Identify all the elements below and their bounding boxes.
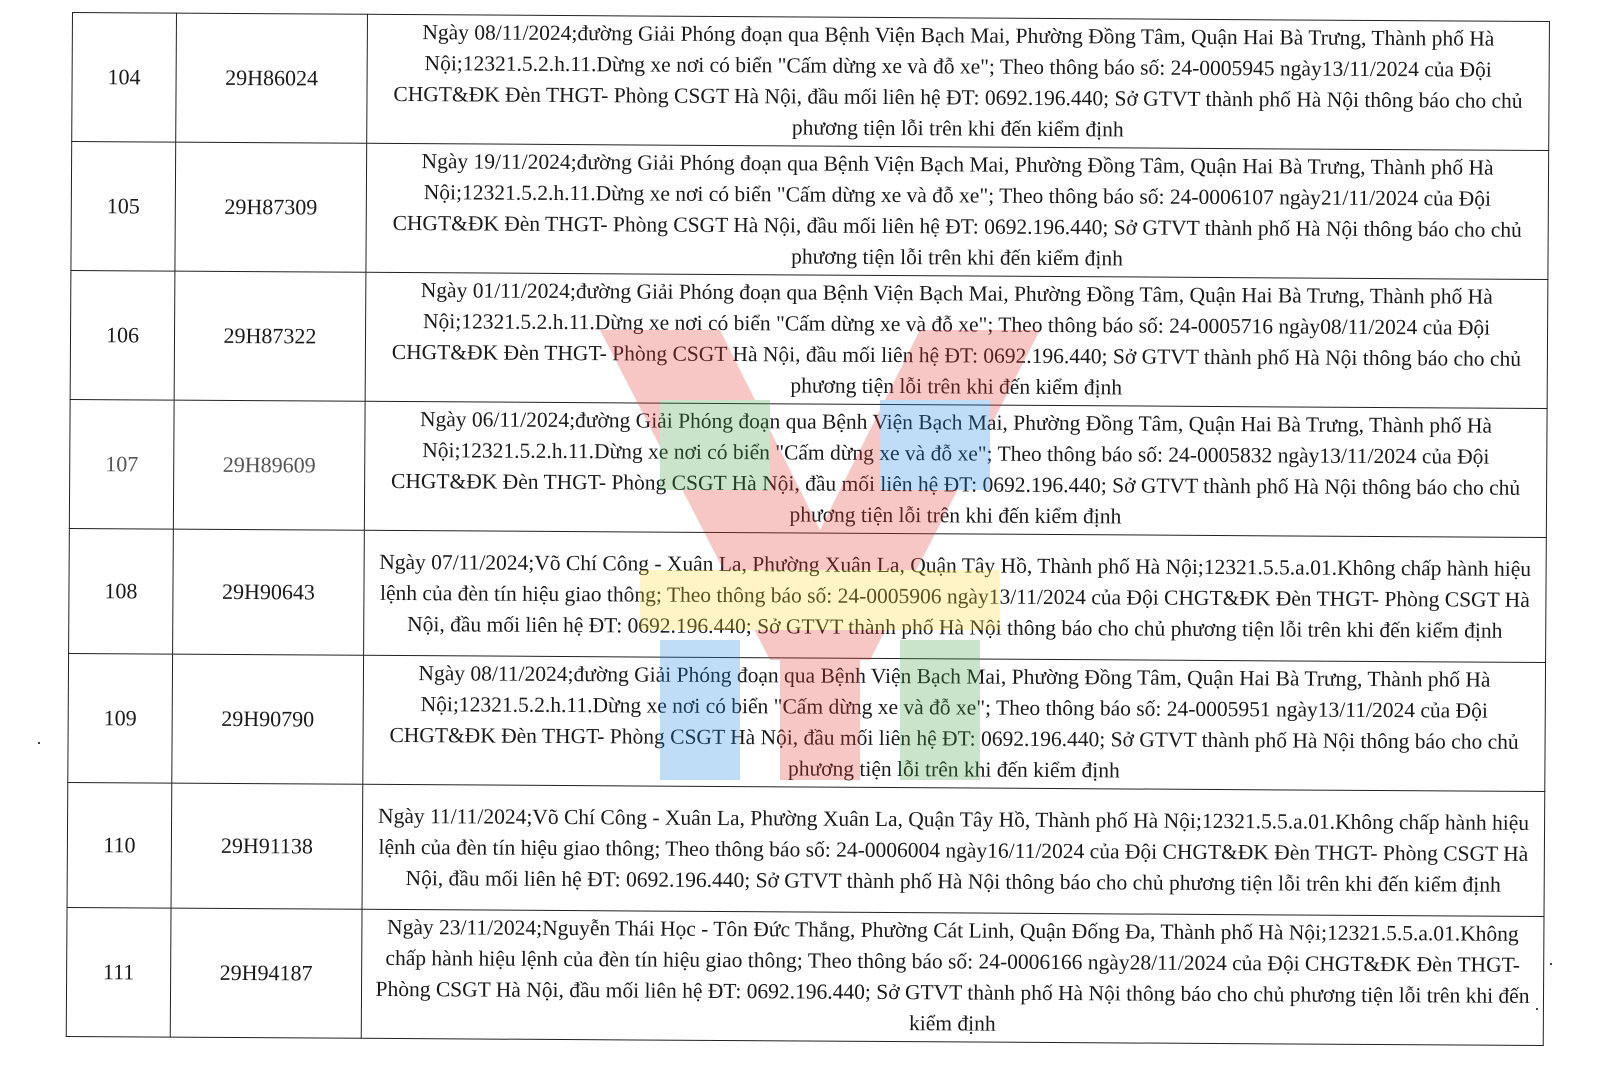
violation-description: Ngày 08/11/2024;đường Giải Phóng đoạn qua Bệnh Viện Bạch Mai, Phường Đồng Tâm, Quận Hai Bà Trưng, Thành phố Hà Nội;12321.5.2.h.11.Dừng xe nơi có biển "Cấm dừng xe và đỗ xe"; Theo thông báo số: 24-0005945 ngày13/11/2024 của Đội CHGT&ĐK Đèn THGT- Phòng CSGT Hà Nội, đầu mối liên hệ ĐT: 0692.196.440; Sở GTVT thành phố Hà Nội thông báo cho chủ phương tiện lỗi trên khi đến kiểm định <box>367 14 1550 150</box>
row-number: 106 <box>70 270 175 400</box>
scan-speck <box>1550 963 1552 965</box>
license-plate: 29H89609 <box>173 400 365 530</box>
violations-table-body <box>66 13 1549 1046</box>
license-plate: 29H90643 <box>173 529 365 655</box>
table-row <box>68 653 1546 791</box>
row-number: 109 <box>68 653 173 783</box>
table-row <box>66 907 1544 1045</box>
row-number: 107 <box>69 399 174 529</box>
scan-speck <box>38 742 40 744</box>
row-number: 111 <box>66 907 171 1037</box>
table-row <box>72 13 1550 151</box>
license-plate: 29H90790 <box>172 654 364 784</box>
violation-description: Ngày 08/11/2024;đường Giải Phóng đoạn qua Bệnh Viện Bạch Mai, Phường Đồng Tâm, Quận Hai Bà Trưng, Thành phố Hà Nội;12321.5.2.h.11.Dừng xe nơi có biển "Cấm dừng xe và đỗ xe"; Theo thông báo số: 24-0005951 ngày13/11/2024 của Đội CHGT&ĐK Đèn THGT- Phòng CSGT Hà Nội, đầu mối liên hệ ĐT: 0692.196.440; Sở GTVT thành phố Hà Nội thông báo cho chủ phương tiện lỗi trên khi đến kiểm định <box>363 655 1546 791</box>
license-plate: 29H87322 <box>174 271 366 401</box>
table-row <box>70 270 1548 408</box>
row-number: 108 <box>69 528 174 654</box>
violation-description: Ngày 11/11/2024;Võ Chí Công - Xuân La, Phường Xuân La, Quận Tây Hồ, Thành phố Hà Nội;12321.5.5.a.01.Không chấp hành hiệu lệnh của đèn tín hiệu giao thông; Theo thông báo số: 24-0006004 ngày16/11/2024 của Đội CHGT&ĐK Đèn THGT- Phòng CSGT Hà Nội, đầu mối liên hệ ĐT: 0692.196.440; Sở GTVT thành phố Hà Nội thông báo cho chủ phương tiện lỗi trên khi đến kiểm định <box>362 784 1545 916</box>
violation-description: Ngày 01/11/2024;đường Giải Phóng đoạn qua Bệnh Viện Bạch Mai, Phường Đồng Tâm, Quận Hai Bà Trưng, Thành phố Hà Nội;12321.5.2.h.11.Dừng xe nơi có biển "Cấm dừng xe và đỗ xe"; Theo thông báo số: 24-0005716 ngày08/11/2024 của Đội CHGT&ĐK Đèn THGT- Phòng CSGT Hà Nội, đầu mối liên hệ ĐT: 0692.196.440; Sở GTVT thành phố Hà Nội thông báo cho chủ phương tiện lỗi trên khi đến kiểm định <box>365 272 1548 408</box>
row-number: 110 <box>67 782 172 908</box>
table-row <box>67 782 1545 916</box>
violation-description: Ngày 06/11/2024;đường Giải Phóng đoạn qua Bệnh Viện Bạch Mai, Phường Đồng Tâm, Quận Hai Bà Trưng, Thành phố Hà Nội;12321.5.2.h.11.Dừng xe nơi có biển "Cấm dừng xe và đỗ xe"; Theo thông báo số: 24-0005832 ngày13/11/2024 của Đội CHGT&ĐK Đèn THGT- Phòng CSGT Hà Nội, đầu mối liên hệ ĐT: 0692.196.440; Sở GTVT thành phố Hà Nội thông báo cho chủ phương tiện lỗi trên khi đến kiểm định <box>364 401 1547 537</box>
violations-table <box>66 12 1550 1046</box>
row-number: 104 <box>72 13 177 143</box>
violation-description: Ngày 19/11/2024;đường Giải Phóng đoạn qua Bệnh Viện Bạch Mai, Phường Đồng Tâm, Quận Hai Bà Trưng, Thành phố Hà Nội;12321.5.2.h.11.Dừng xe nơi có biển "Cấm dừng xe và đỗ xe"; Theo thông báo số: 24-0006107 ngày21/11/2024 của Đội CHGT&ĐK Đèn THGT- Phòng CSGT Hà Nội, đầu mối liên hệ ĐT: 0692.196.440; Sở GTVT thành phố Hà Nội thông báo cho chủ phương tiện lỗi trên khi đến kiểm định <box>366 143 1549 279</box>
license-plate: 29H86024 <box>176 13 368 143</box>
license-plate: 29H91138 <box>171 783 363 909</box>
violation-description: Ngày 23/11/2024;Nguyễn Thái Học - Tôn Đức Thắng, Phường Cát Linh, Quận Đống Đa, Thành phố Hà Nội;12321.5.5.a.01.Không chấp hành hiệu lệnh của đèn tín hiệu giao thông; Theo thông báo số: 24-0006166 ngày28/11/2024 của Đội CHGT&ĐK Đèn THGT- Phòng CSGT Hà Nội, đầu mối liên hệ ĐT: 0692.196.440; Sở GTVT thành phố Hà Nội thông báo cho chủ phương tiện lỗi trên khi đến kiểm định <box>361 909 1544 1045</box>
table-row <box>69 528 1547 662</box>
violation-description: Ngày 07/11/2024;Võ Chí Công - Xuân La, Phường Xuân La, Quận Tây Hồ, Thành phố Hà Nội;12321.5.5.a.01.Không chấp hành hiệu lệnh của đèn tín hiệu giao thông; Theo thông báo số: 24-0005906 ngày13/11/2024 của Đội CHGT&ĐK Đèn THGT- Phòng CSGT Hà Nội, đầu mối liên hệ ĐT: 0692.196.440; Sở GTVT thành phố Hà Nội thông báo cho chủ phương tiện lỗi trên khi đến kiểm định <box>364 530 1547 662</box>
row-number: 105 <box>71 142 176 272</box>
license-plate: 29H87309 <box>175 142 367 272</box>
table-row <box>69 399 1547 537</box>
license-plate: 29H94187 <box>170 908 362 1038</box>
table-row <box>71 142 1549 280</box>
scan-speck <box>1536 1008 1538 1010</box>
